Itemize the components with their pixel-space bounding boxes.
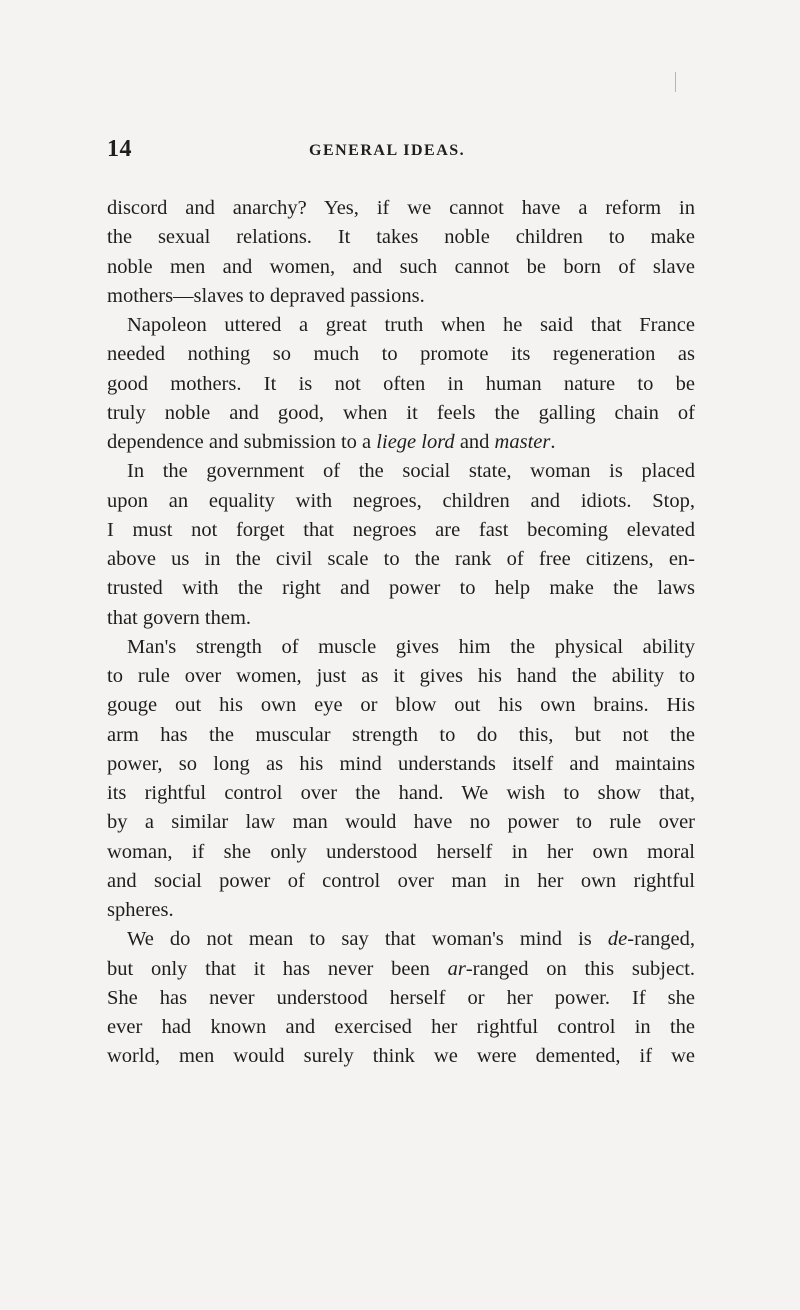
text-line: She has never understood herself or her power. If she <box>107 986 695 1009</box>
text-line: Man's strength of muscle gives him the physical ability <box>127 635 695 658</box>
text-line: power, so long as his mind understands itself and maintains <box>107 752 695 775</box>
text-line: woman, if she only understood herself in her own moral <box>107 840 695 863</box>
text-run: -ranged, <box>627 928 696 951</box>
text-line: the sexual relations. It takes noble children to make <box>107 226 695 249</box>
text-line: spheres. <box>107 899 174 921</box>
text-line: needed nothing so much to promote its regeneration as <box>107 343 695 366</box>
text-line: mothers—slaves to depraved passions. <box>107 284 425 307</box>
text-line: ever had known and exercised her rightful control in the <box>107 1016 695 1038</box>
text-line: In the government of the social state, woman is placed <box>127 460 695 483</box>
text-line: its rightful control over the hand. We wish to show that, <box>107 782 695 804</box>
text-line: truly noble and good, when it feels the galling chain of <box>107 401 695 424</box>
text-line: that govern them. <box>107 606 252 629</box>
text-line: and social power of control over man in her own rightful <box>107 869 695 892</box>
text-run: and <box>454 431 495 453</box>
text-line: arm has the muscular strength to do this, but not the <box>107 723 695 746</box>
running-head <box>107 136 697 166</box>
text-line: discord and anarchy? Yes, if we cannot have a reform in <box>107 197 695 219</box>
page-number: 14 <box>107 136 132 162</box>
text-line: Napoleon uttered a great truth when he said that France <box>127 314 695 336</box>
text-line: by a similar law man would have no power to rule over <box>107 811 695 834</box>
italic-run: liege lord <box>376 431 455 453</box>
text-line <box>107 955 695 984</box>
text-line <box>107 925 695 954</box>
text-line <box>107 428 695 457</box>
body-text <box>107 194 695 1072</box>
text-line: noble men and women, and such cannot be born of slave <box>107 255 695 278</box>
text-line: gouge out his own eye or blow out his own brains. His <box>107 694 695 717</box>
italic-run: de <box>607 928 628 951</box>
text-run: dependence and submission to a <box>107 431 372 453</box>
text-run: -ranged on this subject. <box>465 957 696 980</box>
text-line: world, men would surely think we were demented, if we <box>107 1045 695 1068</box>
text-line: good mothers. It is not often in human nature to be <box>107 372 695 395</box>
text-line: above us in the civil scale to the rank of free citizens, en- <box>107 548 695 570</box>
text-run: . <box>550 431 556 453</box>
italic-run: ar <box>447 957 466 980</box>
text-line: to rule over women, just as it gives his hand the ability to <box>107 665 695 687</box>
running-title: GENERAL IDEAS. <box>309 142 466 159</box>
italic-run: master <box>494 431 551 453</box>
text-run: We do not mean to say that woman's mind is <box>127 928 592 951</box>
page-edge-mark <box>675 72 676 92</box>
text-line: trusted with the right and power to help make the laws <box>107 577 695 600</box>
text-run: but only that it has never been <box>107 957 430 980</box>
text-line: I must not forget that negroes are fast becoming elevated <box>107 518 695 541</box>
text-line: upon an equality with negroes, children and idiots. Stop, <box>107 489 695 512</box>
